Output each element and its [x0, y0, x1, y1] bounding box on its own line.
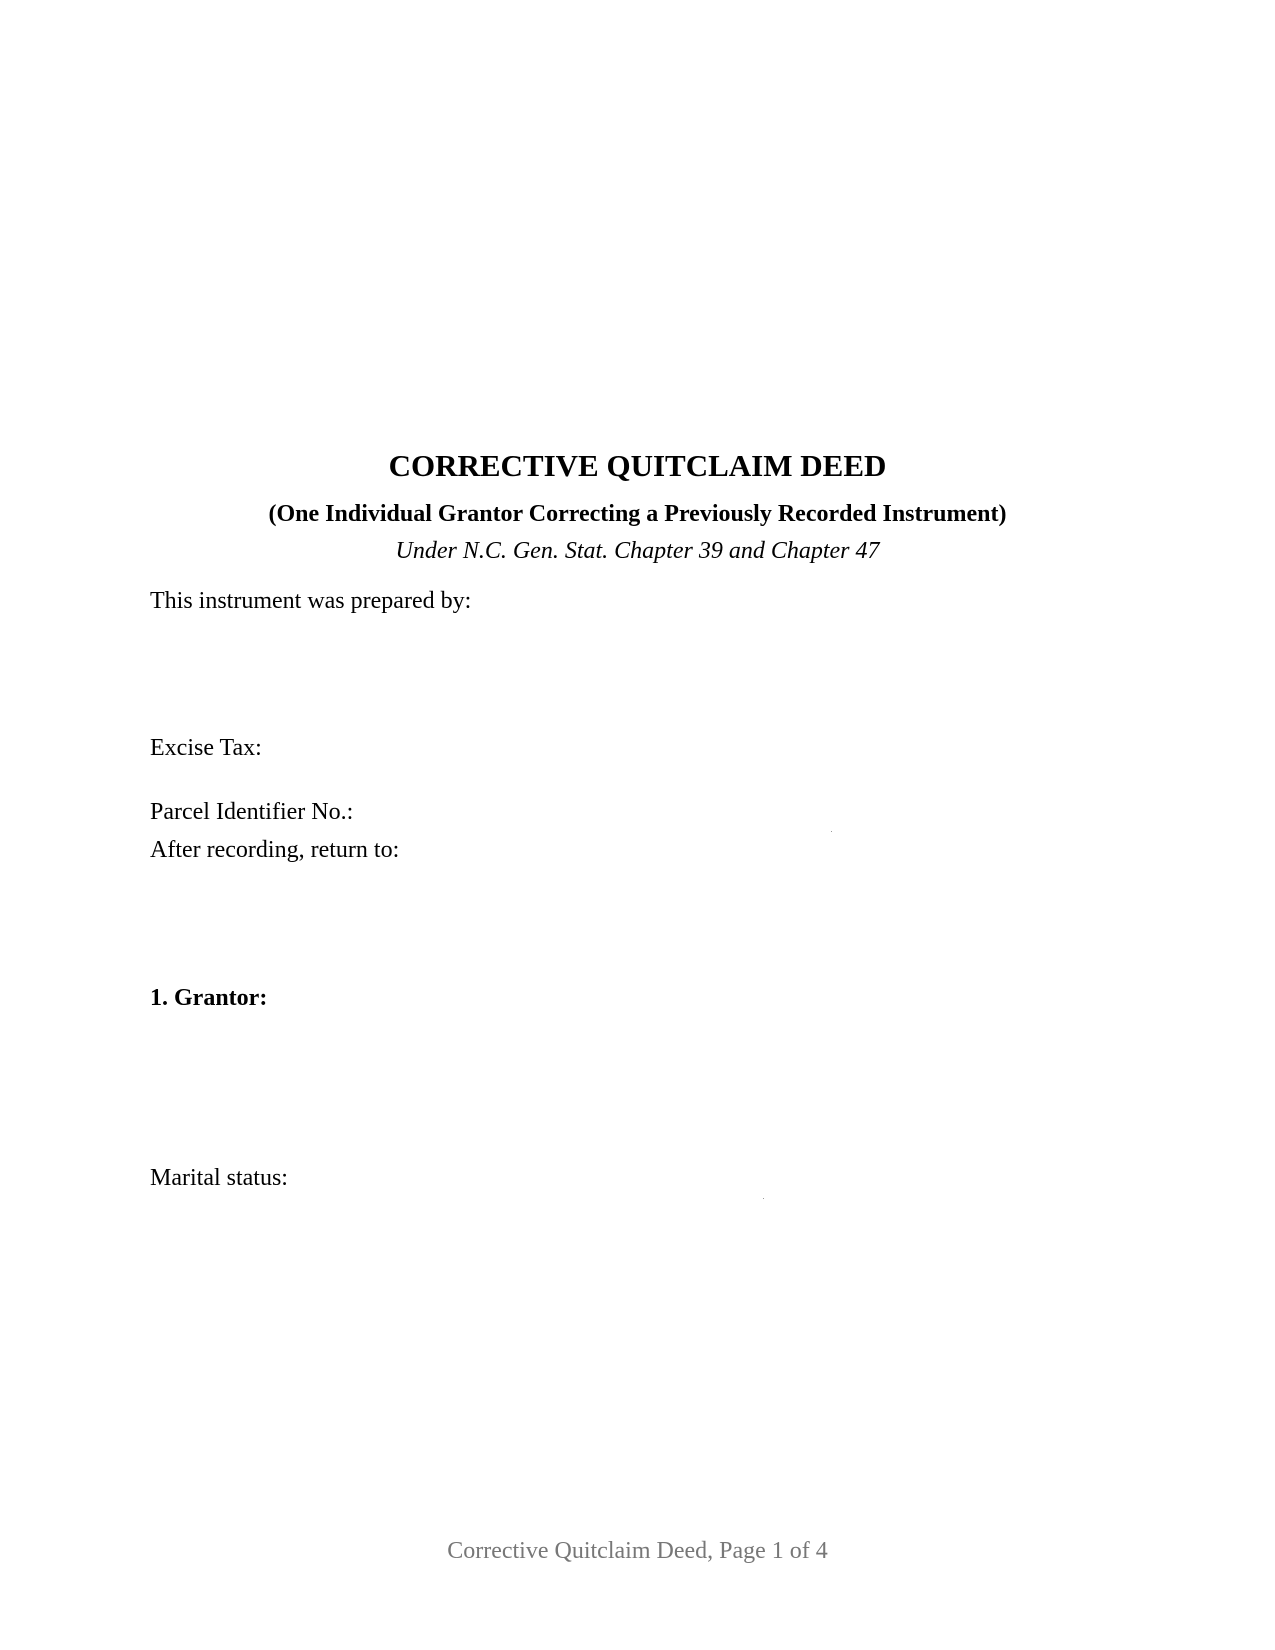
- statute-reference: Under N.C. Gen. Stat. Chapter 39 and Chapter 47: [395, 538, 880, 564]
- scan-artifact: [763, 1198, 764, 1199]
- prepared-by-label: This instrument was prepared by:: [150, 588, 472, 614]
- parcel-identifier-label: Parcel Identifier No.:: [150, 799, 354, 825]
- grantor-heading: 1. Grantor:: [150, 985, 268, 1011]
- scan-artifact: [831, 831, 832, 832]
- document-title: CORRECTIVE QUITCLAIM DEED: [388, 448, 887, 483]
- return-to-label: After recording, return to:: [150, 837, 400, 863]
- marital-status-label: Marital status:: [150, 1165, 288, 1191]
- document-subtitle: (One Individual Grantor Correcting a Previously Recorded Instrument): [268, 501, 1007, 527]
- excise-tax-label: Excise Tax:: [150, 735, 262, 761]
- page-footer: Corrective Quitclaim Deed, Page 1 of 4: [447, 1538, 828, 1564]
